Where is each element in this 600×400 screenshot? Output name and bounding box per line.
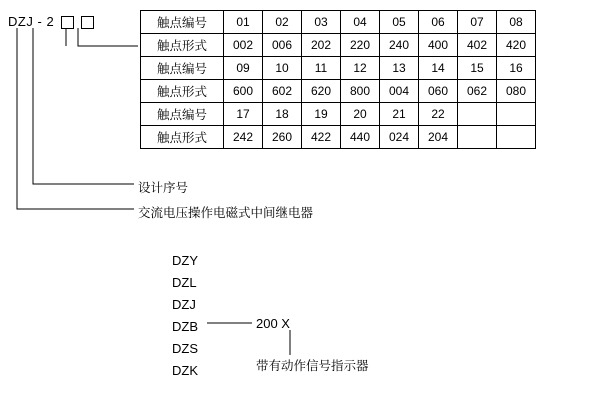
model-box-2 bbox=[81, 16, 94, 29]
table-row bbox=[141, 11, 536, 34]
series-item-dzk: DZK bbox=[172, 363, 198, 378]
cell: 400 bbox=[419, 34, 458, 57]
cell: 03 bbox=[302, 11, 341, 34]
row-header: 触点编号 bbox=[141, 11, 224, 34]
cell: 602 bbox=[263, 80, 302, 103]
row-header: 触点形式 bbox=[141, 34, 224, 57]
contact-table bbox=[140, 10, 536, 149]
table-row bbox=[141, 126, 536, 149]
cell bbox=[497, 103, 536, 126]
cell: 004 bbox=[380, 80, 419, 103]
row-header: 触点编号 bbox=[141, 103, 224, 126]
cell: 620 bbox=[302, 80, 341, 103]
row-header: 触点形式 bbox=[141, 80, 224, 103]
table-row bbox=[141, 34, 536, 57]
cell: 002 bbox=[224, 34, 263, 57]
series-item-dzs: DZS bbox=[172, 341, 198, 356]
series-item-dzj: DZJ bbox=[172, 297, 196, 312]
design-serial-label: 设计序号 bbox=[138, 181, 189, 195]
table-row bbox=[141, 103, 536, 126]
row-header: 触点形式 bbox=[141, 126, 224, 149]
cell: 080 bbox=[497, 80, 536, 103]
cell: 08 bbox=[497, 11, 536, 34]
cell: 402 bbox=[458, 34, 497, 57]
model-number: 2 bbox=[46, 14, 55, 29]
cell: 01 bbox=[224, 11, 263, 34]
contact-table-body bbox=[141, 11, 536, 149]
cell: 20 bbox=[341, 103, 380, 126]
cell: 220 bbox=[341, 34, 380, 57]
cell: 240 bbox=[380, 34, 419, 57]
cell: 800 bbox=[341, 80, 380, 103]
cell: 422 bbox=[302, 126, 341, 149]
cell: 10 bbox=[263, 57, 302, 80]
contact-table-wrapper bbox=[140, 10, 536, 149]
cell: 006 bbox=[263, 34, 302, 57]
cell: 16 bbox=[497, 57, 536, 80]
cell: 09 bbox=[224, 57, 263, 80]
cell: 07 bbox=[458, 11, 497, 34]
cell: 204 bbox=[419, 126, 458, 149]
cell: 202 bbox=[302, 34, 341, 57]
cell: 242 bbox=[224, 126, 263, 149]
series-code: 200 X bbox=[256, 316, 290, 331]
cell: 420 bbox=[497, 34, 536, 57]
cell: 11 bbox=[302, 57, 341, 80]
cell: 17 bbox=[224, 103, 263, 126]
cell: 15 bbox=[458, 57, 497, 80]
cell: 13 bbox=[380, 57, 419, 80]
model-prefix: DZJ bbox=[8, 14, 34, 29]
cell: 18 bbox=[263, 103, 302, 126]
cell: 600 bbox=[224, 80, 263, 103]
series-item-dzy: DZY bbox=[172, 253, 198, 268]
table-row bbox=[141, 57, 536, 80]
indicator-label: 带有动作信号指示器 bbox=[256, 359, 369, 373]
series-item-dzb: DZB bbox=[172, 319, 198, 334]
row-header: 触点编号 bbox=[141, 57, 224, 80]
cell: 062 bbox=[458, 80, 497, 103]
cell: 024 bbox=[380, 126, 419, 149]
model-dash: - bbox=[37, 14, 43, 29]
cell: 21 bbox=[380, 103, 419, 126]
series-list bbox=[172, 250, 198, 382]
table-row bbox=[141, 80, 536, 103]
cell: 440 bbox=[341, 126, 380, 149]
cell bbox=[458, 126, 497, 149]
model-box-1 bbox=[61, 16, 74, 29]
cell: 260 bbox=[263, 126, 302, 149]
cell: 22 bbox=[419, 103, 458, 126]
model-code bbox=[8, 14, 94, 29]
cell: 12 bbox=[341, 57, 380, 80]
cell: 14 bbox=[419, 57, 458, 80]
cell: 19 bbox=[302, 103, 341, 126]
cell: 05 bbox=[380, 11, 419, 34]
relay-type-label: 交流电压操作电磁式中间继电器 bbox=[138, 206, 314, 220]
cell: 02 bbox=[263, 11, 302, 34]
cell bbox=[497, 126, 536, 149]
series-item-dzl: DZL bbox=[172, 275, 197, 290]
cell: 06 bbox=[419, 11, 458, 34]
cell bbox=[458, 103, 497, 126]
cell: 04 bbox=[341, 11, 380, 34]
cell: 060 bbox=[419, 80, 458, 103]
